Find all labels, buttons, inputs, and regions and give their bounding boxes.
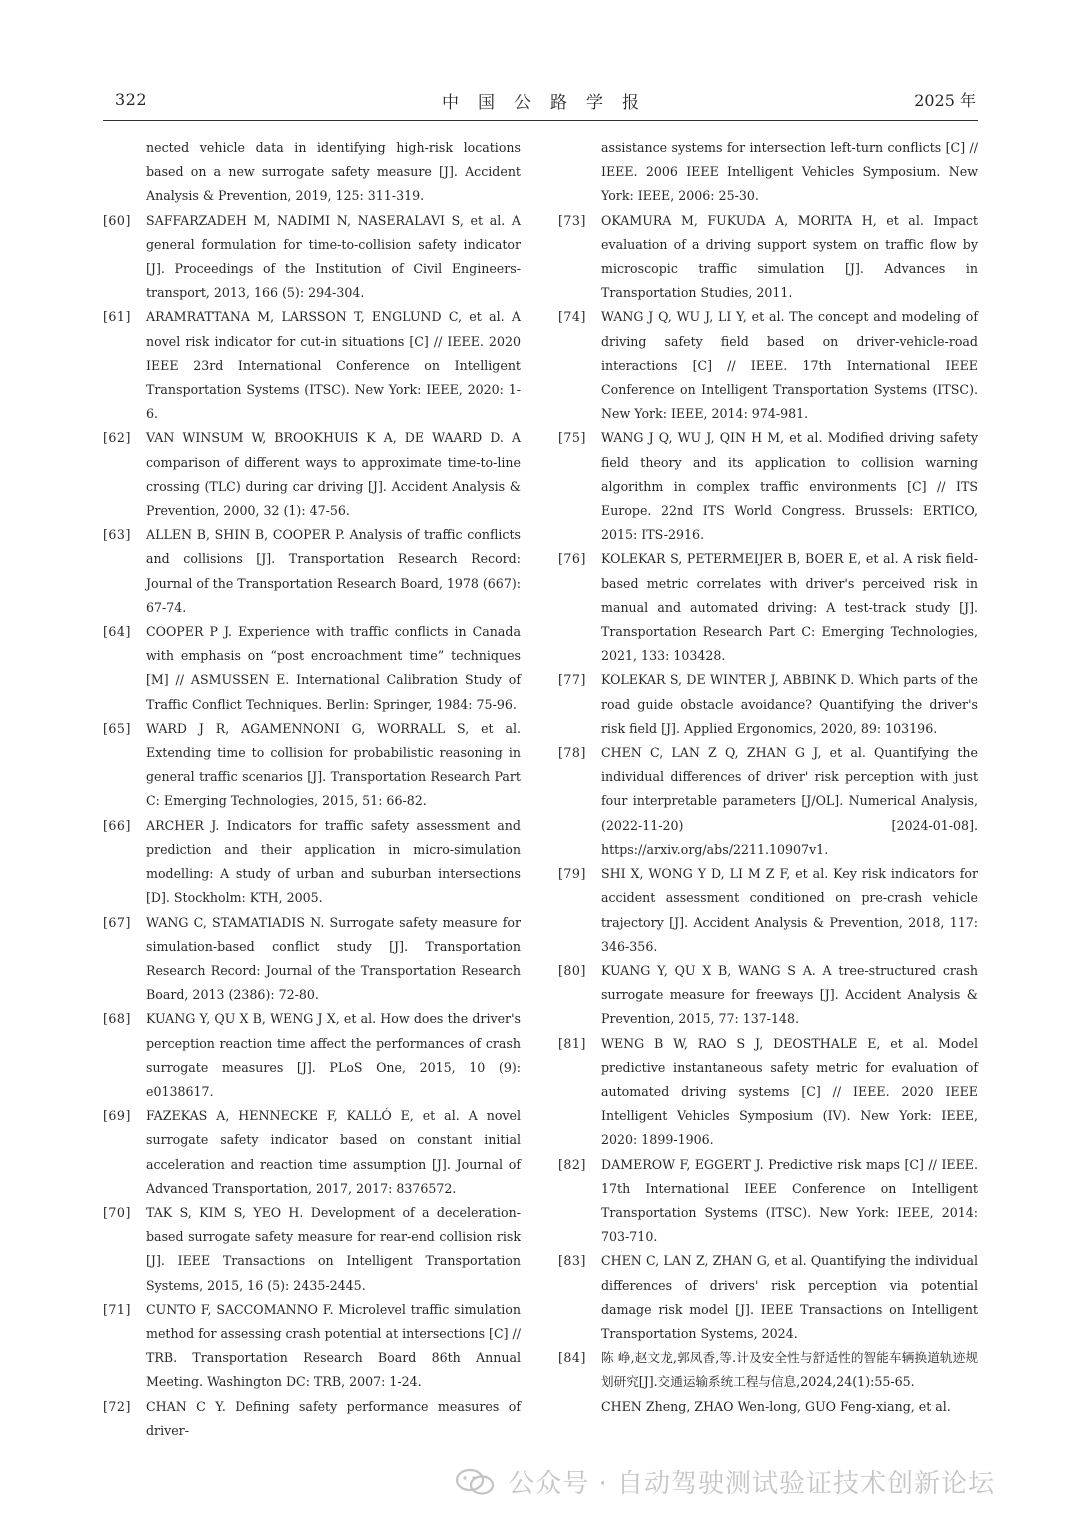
reference-number: [61] <box>103 309 131 325</box>
reference-text: CHAN C Y. Defining safety performance measures of driver- <box>146 1398 521 1438</box>
reference-entry <box>103 1201 521 1298</box>
reference-number: [80] <box>558 962 586 978</box>
reference-entry <box>103 426 521 523</box>
reference-text: VAN WINSUM W, BROOKHUIS K A, DE WAARD D. A comparison of different ways to approximate time-to-line crossing (TLC) during car driving [J]. Accident Analysis & Prevention, 2000, 32 (1): 47-56. <box>146 430 521 519</box>
reference-entry <box>103 1007 521 1104</box>
reference-number: [76] <box>558 551 586 567</box>
reference-entry <box>103 1104 521 1201</box>
reference-text: KUANG Y, QU X B, WANG S A. A tree-structured crash surrogate measure for freeways [J]. Accident Analysis & Prevention, 2015, 77: 137-148. <box>601 962 978 1027</box>
reference-text: OKAMURA M, FUKUDA A, MORITA H, et al. Impact evaluation of a driving support system on traffic flow by microscopic traffic simulation [J]. Advances in Transportation Studies, 2011. <box>601 212 978 301</box>
reference-text: COOPER P J. Experience with traffic conflicts in Canada with emphasis on “post encroachment time” techniques [M] // ASMUSSEN E. International Calibration Study of Traffic Conflict Techniques. Berlin: Springer, 1984: 75-96. <box>146 624 521 712</box>
reference-entry <box>558 959 978 1032</box>
reference-number: [60] <box>103 212 131 228</box>
reference-entry <box>558 426 978 547</box>
reference-entry <box>558 1346 978 1394</box>
reference-entry <box>103 620 521 717</box>
reference-number: [63] <box>103 527 131 543</box>
reference-text: KOLEKAR S, DE WINTER J, ABBINK D. Which parts of the road guide obstacle avoidance? Quantifying the driver's risk field [J]. Applied Ergonomics, 2020, 89: 103196. <box>601 672 978 736</box>
reference-entry <box>558 547 978 668</box>
reference-number: [65] <box>103 720 131 736</box>
reference-entry <box>103 136 521 209</box>
reference-entry <box>558 1249 978 1346</box>
reference-text: SAFFARZADEH M, NADIMI N, NASERALAVI S, et al. A general formulation for time-to-collision safety indicator [J]. Proceedings of the Institution of Civil Engineers-transport, 2013, 166 (5): 294-304. <box>146 212 521 301</box>
reference-entry <box>558 209 978 306</box>
page-number: 322 <box>115 90 148 109</box>
reference-entry <box>558 1153 978 1250</box>
reference-number: [66] <box>103 817 131 833</box>
reference-entry <box>103 1298 521 1395</box>
reference-text: CHEN C, LAN Z, ZHAN G, et al. Quantifying the individual differences of drivers' risk perception via potential damage risk model [J]. IEEE Transactions on Intelligent Transportation Systems, 2024. <box>601 1253 978 1341</box>
reference-number: [82] <box>558 1156 586 1172</box>
reference-text: CHEN C, LAN Z Q, ZHAN G J, et al. Quantifying the individual differences of driver' risk perception with just four interpretable parameters [J/OL]. Numerical Analysis, (2022-11-20) [2024-01-08]. https://arxiv.org/abs/2211.10907v1. <box>601 745 978 857</box>
reference-entry <box>103 209 521 306</box>
reference-number: [67] <box>103 914 131 930</box>
reference-number: [64] <box>103 624 131 640</box>
reference-text: WENG B W, RAO S J, DEOSTHALE E, et al. Model predictive instantaneous safety metric for evaluation of automated driving systems [C] // IEEE. 2020 IEEE Intelligent Vehicles Symposium (IV). New York: IEEE, 2020: 1899-1906. <box>601 1035 978 1148</box>
references-left-column <box>103 136 521 1443</box>
reference-entry <box>103 1395 521 1443</box>
reference-text: ARCHER J. Indicators for traffic safety assessment and prediction and their application in micro-simulation modelling: A study of urban and suburban intersections [D]. Stockholm: KTH, 2005. <box>146 817 521 906</box>
reference-text: KUANG Y, QU X B, WENG J X, et al. How does the driver's perception reaction time affect the performances of crash surrogate measures [J]. PLoS One, 2015, 10 (9): e0138617. <box>146 1011 521 1099</box>
reference-entry <box>558 668 978 741</box>
reference-entry <box>103 523 521 620</box>
watermark <box>455 1463 1055 1503</box>
watermark-text: 公众号 · 自动驾驶测试验证技术创新论坛 <box>508 1469 996 1499</box>
reference-text: WARD J R, AGAMENNONI G, WORRALL S, et al. Extending time to collision for probabilistic reasoning in general traffic scenarios [J]. Transportation Research Part C: Emerging Technologies, 2015, 51: 66-82. <box>146 720 521 809</box>
reference-number: [69] <box>103 1108 131 1124</box>
reference-entry <box>558 305 978 426</box>
publication-year: 2025 年 <box>914 91 976 110</box>
reference-entry <box>558 1395 978 1419</box>
reference-entry <box>103 717 521 814</box>
reference-number: [78] <box>558 745 586 761</box>
page-header <box>103 84 978 121</box>
reference-entry <box>558 862 978 959</box>
reference-text: 陈 峥,赵文龙,郭凤香,等.计及安全性与舒适性的智能车辆换道轨迹规划研究[J].交通运输系统工程与信息,2024,24(1):55-65. <box>601 1350 978 1390</box>
reference-number: [75] <box>558 430 586 446</box>
reference-number: [73] <box>558 212 586 228</box>
reference-number: [77] <box>558 672 586 688</box>
reference-number: [68] <box>103 1011 131 1027</box>
reference-number: [72] <box>103 1398 131 1414</box>
reference-entry <box>103 911 521 1008</box>
wechat-icon <box>455 1467 499 1497</box>
reference-number: [81] <box>558 1035 586 1051</box>
reference-entry <box>103 814 521 911</box>
reference-number: [62] <box>103 430 131 446</box>
reference-text: ALLEN B, SHIN B, COOPER P. Analysis of traffic conflicts and collisions [J]. Transportation Research Record: Journal of the Transportation Research Board, 1978 (667): 67-74. <box>146 527 521 615</box>
reference-number: [84] <box>558 1350 586 1366</box>
reference-number: [74] <box>558 309 586 325</box>
reference-text: TAK S, KIM S, YEO H. Development of a deceleration-based surrogate safety measure for rear-end collision risk [J]. IEEE Transactions on Intelligent Transportation Systems, 2015, 16 (5): 2435-2445. <box>146 1204 521 1293</box>
reference-text: WANG J Q, WU J, QIN H M, et al. Modified driving safety field theory and its application to collision warning algorithm in complex traffic environments [C] // ITS Europe. 22nd ITS World Congress. Brussels: ERTICO, 2015: ITS-2916. <box>601 430 978 543</box>
reference-text: WANG C, STAMATIADIS N. Surrogate safety measure for simulation-based conflict study [J]. Transportation Research Record: Journal of the Transportation Research Board, 2013 (2386): 72-80. <box>146 914 521 1003</box>
journal-title: 中国公路学报 <box>442 93 658 113</box>
reference-number: [71] <box>103 1301 131 1317</box>
reference-text: ARAMRATTANA M, LARSSON T, ENGLUND C, et al. A novel risk indicator for cut-in situations [C] // IEEE. 2020 IEEE 23rd International Conference on Intelligent Transportation Systems (ITSC). New York: IEEE, 2020: 1-6. <box>146 309 521 422</box>
reference-entry <box>558 136 978 209</box>
reference-number: [79] <box>558 866 586 882</box>
reference-number: [83] <box>558 1253 586 1269</box>
reference-text: CUNTO F, SACCOMANNO F. Microlevel traffic simulation method for assessing crash potential at intersections [C] // TRB. Transportation Research Board 86th Annual Meeting. Washington DC: TRB, 2007: 1-24. <box>146 1301 521 1390</box>
reference-text: DAMEROW F, EGGERT J. Predictive risk maps [C] // IEEE. 17th International IEEE Conference on Intelligent Transportation Systems (ITSC). New York: IEEE, 2014: 703-710. <box>601 1156 978 1245</box>
reference-text: assistance systems for intersection left-turn conflicts [C] // IEEE. 2006 IEEE Intelligent Vehicles Symposium. New York: IEEE, 2006: 25-30. <box>601 140 978 204</box>
reference-text: nected vehicle data in identifying high-risk locations based on a new surrogate safety measure [J]. Accident Analysis & Prevention, 2019, 125: 311-319. <box>146 140 521 204</box>
reference-number: [70] <box>103 1204 131 1220</box>
reference-entry <box>558 741 978 862</box>
reference-text: KOLEKAR S, PETERMEIJER B, BOER E, et al. A risk field-based metric correlates with driver's perceived risk in manual and automated driving: A test-track study [J]. Transportation Research Part C: Emerging Technologies, 2021, 133: 103428. <box>601 551 978 664</box>
reference-entry <box>558 1032 978 1153</box>
reference-entry <box>103 305 521 426</box>
reference-text: SHI X, WONG Y D, LI M Z F, et al. Key risk indicators for accident assessment conditioned on pre-crash vehicle trajectory [J]. Accident Analysis & Prevention, 2018, 117: 346-356. <box>601 866 978 954</box>
reference-text: FAZEKAS A, HENNECKE F, KALLÓ E, et al. A novel surrogate safety indicator based on constant initial acceleration and reaction time assumption [J]. Journal of Advanced Transportation, 2017, 2017: 8376572. <box>146 1108 521 1196</box>
reference-text: CHEN Zheng, ZHAO Wen-long, GUO Feng-xiang, et al. <box>601 1398 951 1414</box>
reference-text: WANG J Q, WU J, LI Y, et al. The concept and modeling of driving safety field based on driver-vehicle-road interactions [C] // IEEE. 17th International IEEE Conference on Intelligent Transportation Systems (ITSC). New York: IEEE, 2014: 974-981. <box>601 309 978 422</box>
references-right-column <box>558 136 978 1419</box>
